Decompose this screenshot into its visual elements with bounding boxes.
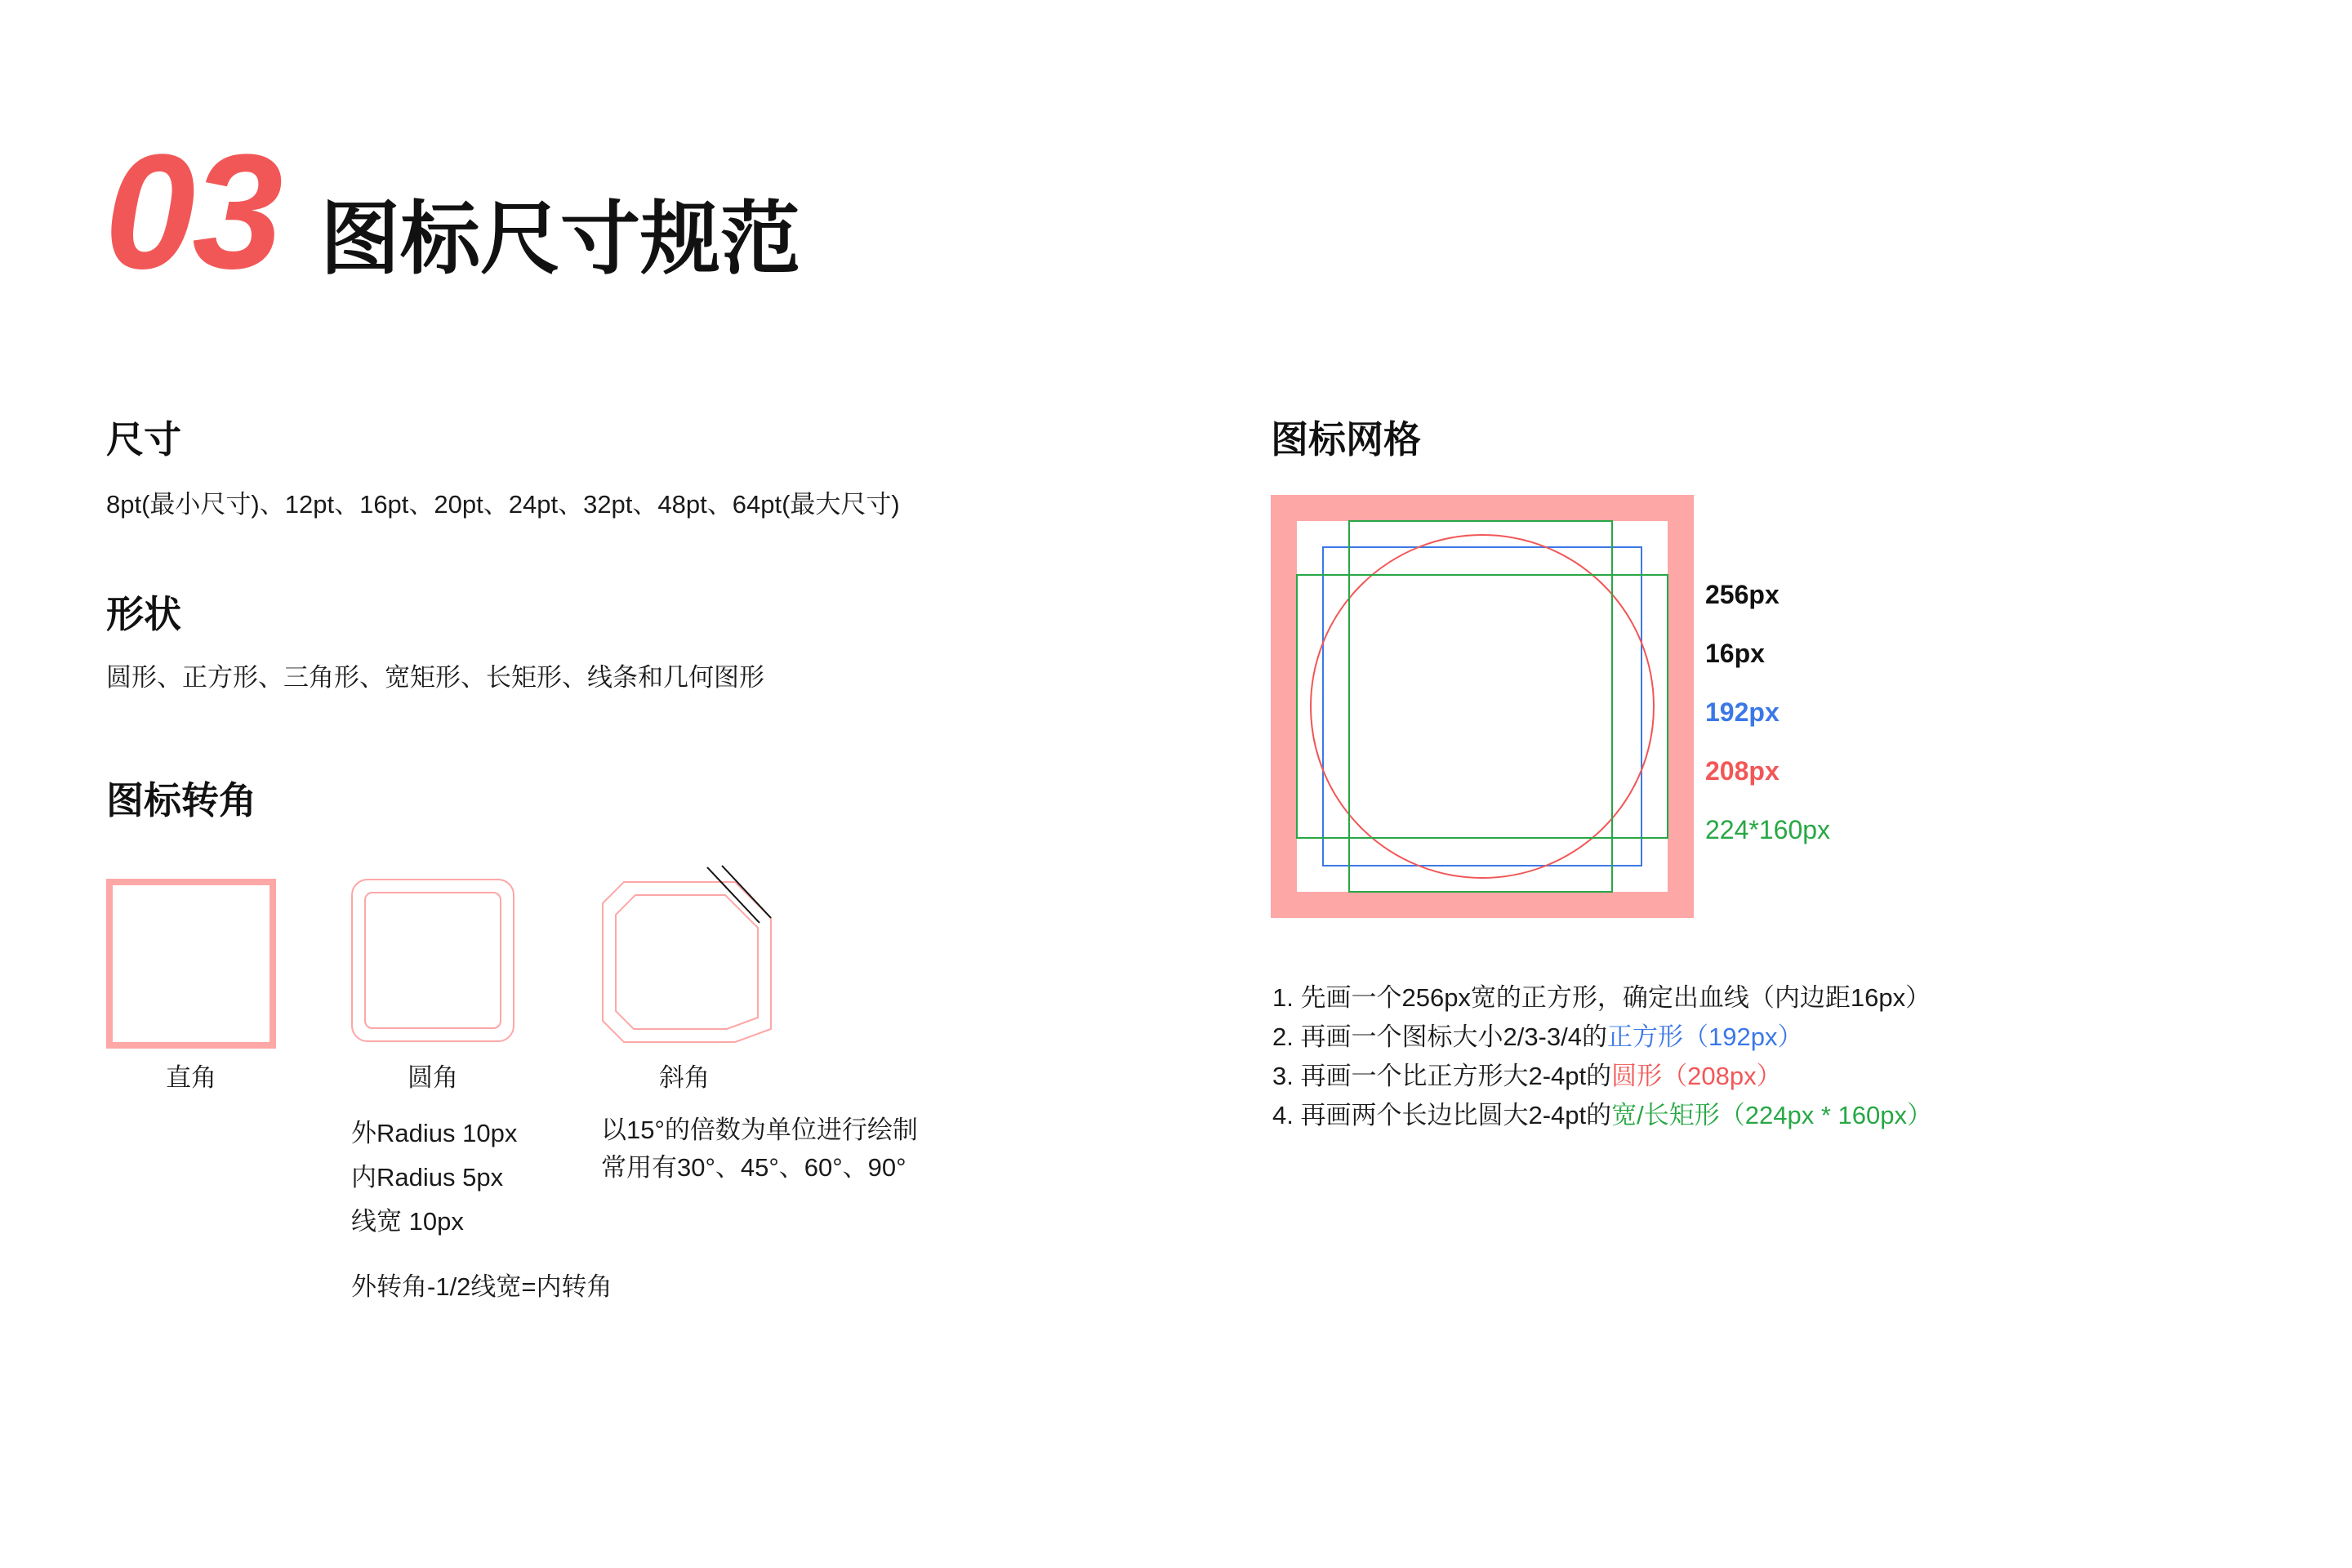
page-title: 图标尺寸规范 <box>320 194 801 283</box>
legend-208: 208px <box>1705 756 1780 786</box>
shape-description: 圆形、正方形、三角形、宽矩形、长矩形、线条和几何图形 <box>106 663 764 692</box>
legend-16: 16px <box>1705 639 1765 668</box>
corner-heading: 图标转角 <box>106 779 256 822</box>
grid-steps-list <box>1272 978 2252 1135</box>
round-corner-inner-square <box>364 892 501 1029</box>
bevel-corner-illustration <box>595 858 791 1054</box>
size-heading: 尺寸 <box>106 418 181 461</box>
bevel-note-common-angles: 常用有30°、45°、60°、90° <box>601 1153 906 1182</box>
round-corner-label: 圆角 <box>408 1063 458 1092</box>
grid-step-3: 3. 再画一个比正方形大2-4pt的圆形（208px） <box>1272 1062 1782 1090</box>
straight-corner-label: 直角 <box>166 1063 216 1092</box>
legend-256: 256px <box>1705 580 1780 609</box>
round-note-inner-radius: 内Radius 5px <box>351 1163 504 1192</box>
straight-corner-square <box>106 879 276 1049</box>
bevel-corner-label: 斜角 <box>659 1063 710 1092</box>
grid-step-4: 4. 再画两个长边比圆大2-4pt的宽/长矩形（224px * 160px） <box>1272 1101 1932 1129</box>
round-note-outer-radius: 外Radius 10px <box>351 1119 518 1147</box>
grid-heading: 图标网格 <box>1271 418 1421 461</box>
section-number: 03 <box>105 121 280 303</box>
round-note-stroke-width: 线宽 10px <box>351 1207 464 1236</box>
round-formula: 外转角-1/2线宽=内转角 <box>351 1272 612 1301</box>
icon-grid-diagram <box>1271 495 1694 918</box>
shape-heading: 形状 <box>106 593 181 635</box>
bevel-inner-octagon <box>616 895 758 1029</box>
legend-192: 192px <box>1705 697 1780 727</box>
grid-step-1: 1. 先画一个256px宽的正方形，确定出血线（内边距16px） <box>1272 983 1931 1012</box>
grid-step-2: 2. 再画一个图标大小2/3-3/4的正方形（192px） <box>1272 1022 1803 1051</box>
size-description: 8pt(最小尺寸)、12pt、16pt、20pt、24pt、32pt、48pt、64pt(最大尺寸) <box>106 490 900 519</box>
bevel-note-multiple: 以15°的倍数为单位进行绘制 <box>601 1116 918 1144</box>
bevel-outer-octagon <box>603 882 771 1042</box>
legend-224x160: 224*160px <box>1705 815 1831 844</box>
